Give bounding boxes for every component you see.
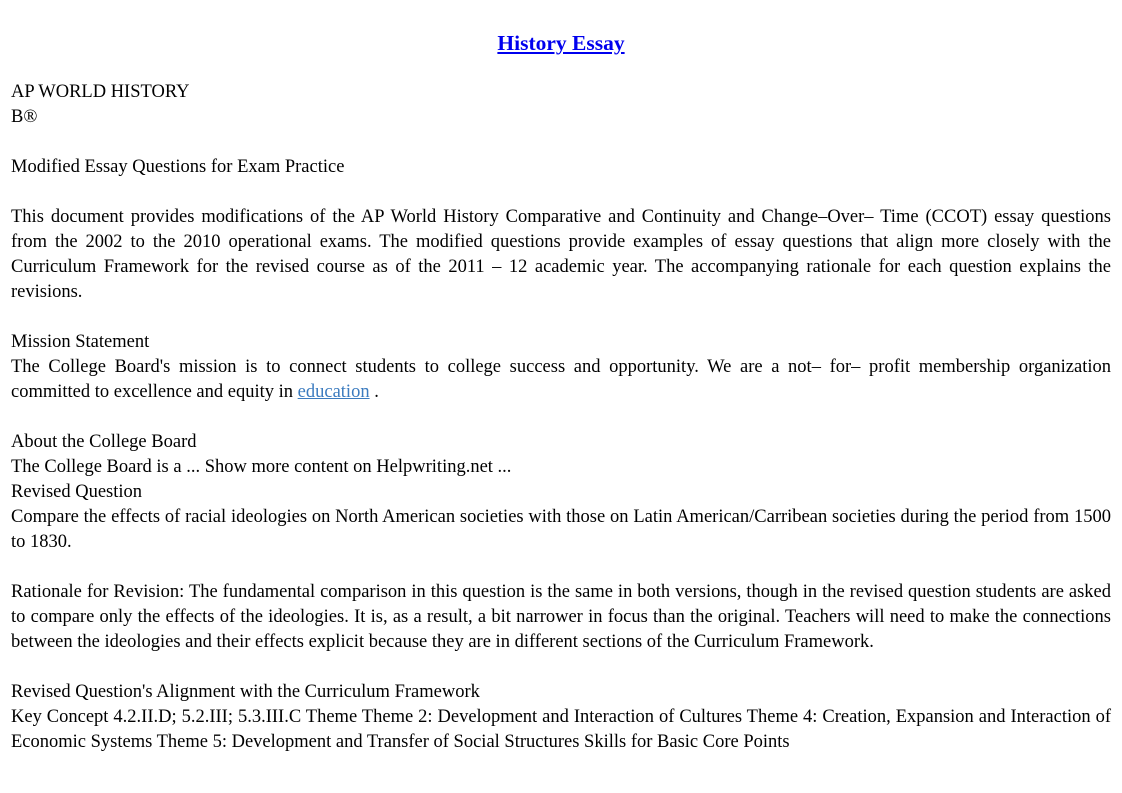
alignment-heading: Revised Question's Alignment with the Curriculum Framework bbox=[11, 682, 480, 702]
education-link[interactable]: education bbox=[297, 382, 370, 402]
revised-question-paragraph: Compare the effects of racial ideologies on North American societies with those on Latin American/Carribean societies during the period from 1500 to 1830. bbox=[11, 507, 1111, 552]
intro-paragraph: This document provides modifications of the AP World History Comparative and Continuity and Change–Over– Time (CCOT) essay questions from the 2002 to the 2010 operational exams. The modified questions provide examples of essay questions that align more closely with the Curriculum Framework for the revised course as of the 2011 – 12 academic year. The accompanying rationale for each question explains the revisions. bbox=[11, 207, 1111, 302]
spacer bbox=[11, 180, 1111, 205]
header-line-course: AP WORLD HISTORY bbox=[11, 82, 190, 102]
spacer bbox=[11, 405, 1111, 430]
about-paragraph: The College Board is a ... Show more content on Helpwriting.net ... bbox=[11, 457, 512, 477]
rationale-paragraph: Rationale for Revision: The fundamental comparison in this question is the same in both versions, though in the revised question students are asked to compare only the effects of the ideologies. It is, as a result, a bit narrower in focus than the original. Teachers will need to make the connections between the ideologies and their effects explicit because they are in different sections of the Curriculum Framework. bbox=[11, 582, 1111, 652]
alignment-paragraph: Key Concept 4.2.II.D; 5.2.III; 5.3.III.C Theme Theme 2: Development and Interaction of Cultures Theme 4: Creation, Expansion and Interaction of Economic Systems Theme 5: Development and Transfer of Social Structures Skills for Basic Core Points bbox=[11, 707, 1111, 752]
document-subtitle: Modified Essay Questions for Exam Practice bbox=[11, 157, 345, 177]
title-link[interactable]: History Essay bbox=[497, 31, 625, 55]
spacer bbox=[11, 555, 1111, 580]
mission-heading: Mission Statement bbox=[11, 332, 150, 352]
spacer bbox=[11, 655, 1111, 680]
page-title bbox=[11, 0, 1111, 58]
mission-text: The College Board's mission is to connect students to college success and opportunity. We are a not– for– profit membership organization committed to excellence and equity in bbox=[11, 357, 1111, 402]
mission-text-end: . bbox=[369, 382, 379, 402]
document-body bbox=[11, 80, 1111, 755]
spacer bbox=[11, 130, 1111, 155]
header-line-mark: B® bbox=[11, 107, 38, 127]
revised-question-heading: Revised Question bbox=[11, 482, 143, 502]
mission-paragraph bbox=[11, 355, 1111, 405]
about-heading: About the College Board bbox=[11, 432, 197, 452]
spacer bbox=[11, 305, 1111, 330]
